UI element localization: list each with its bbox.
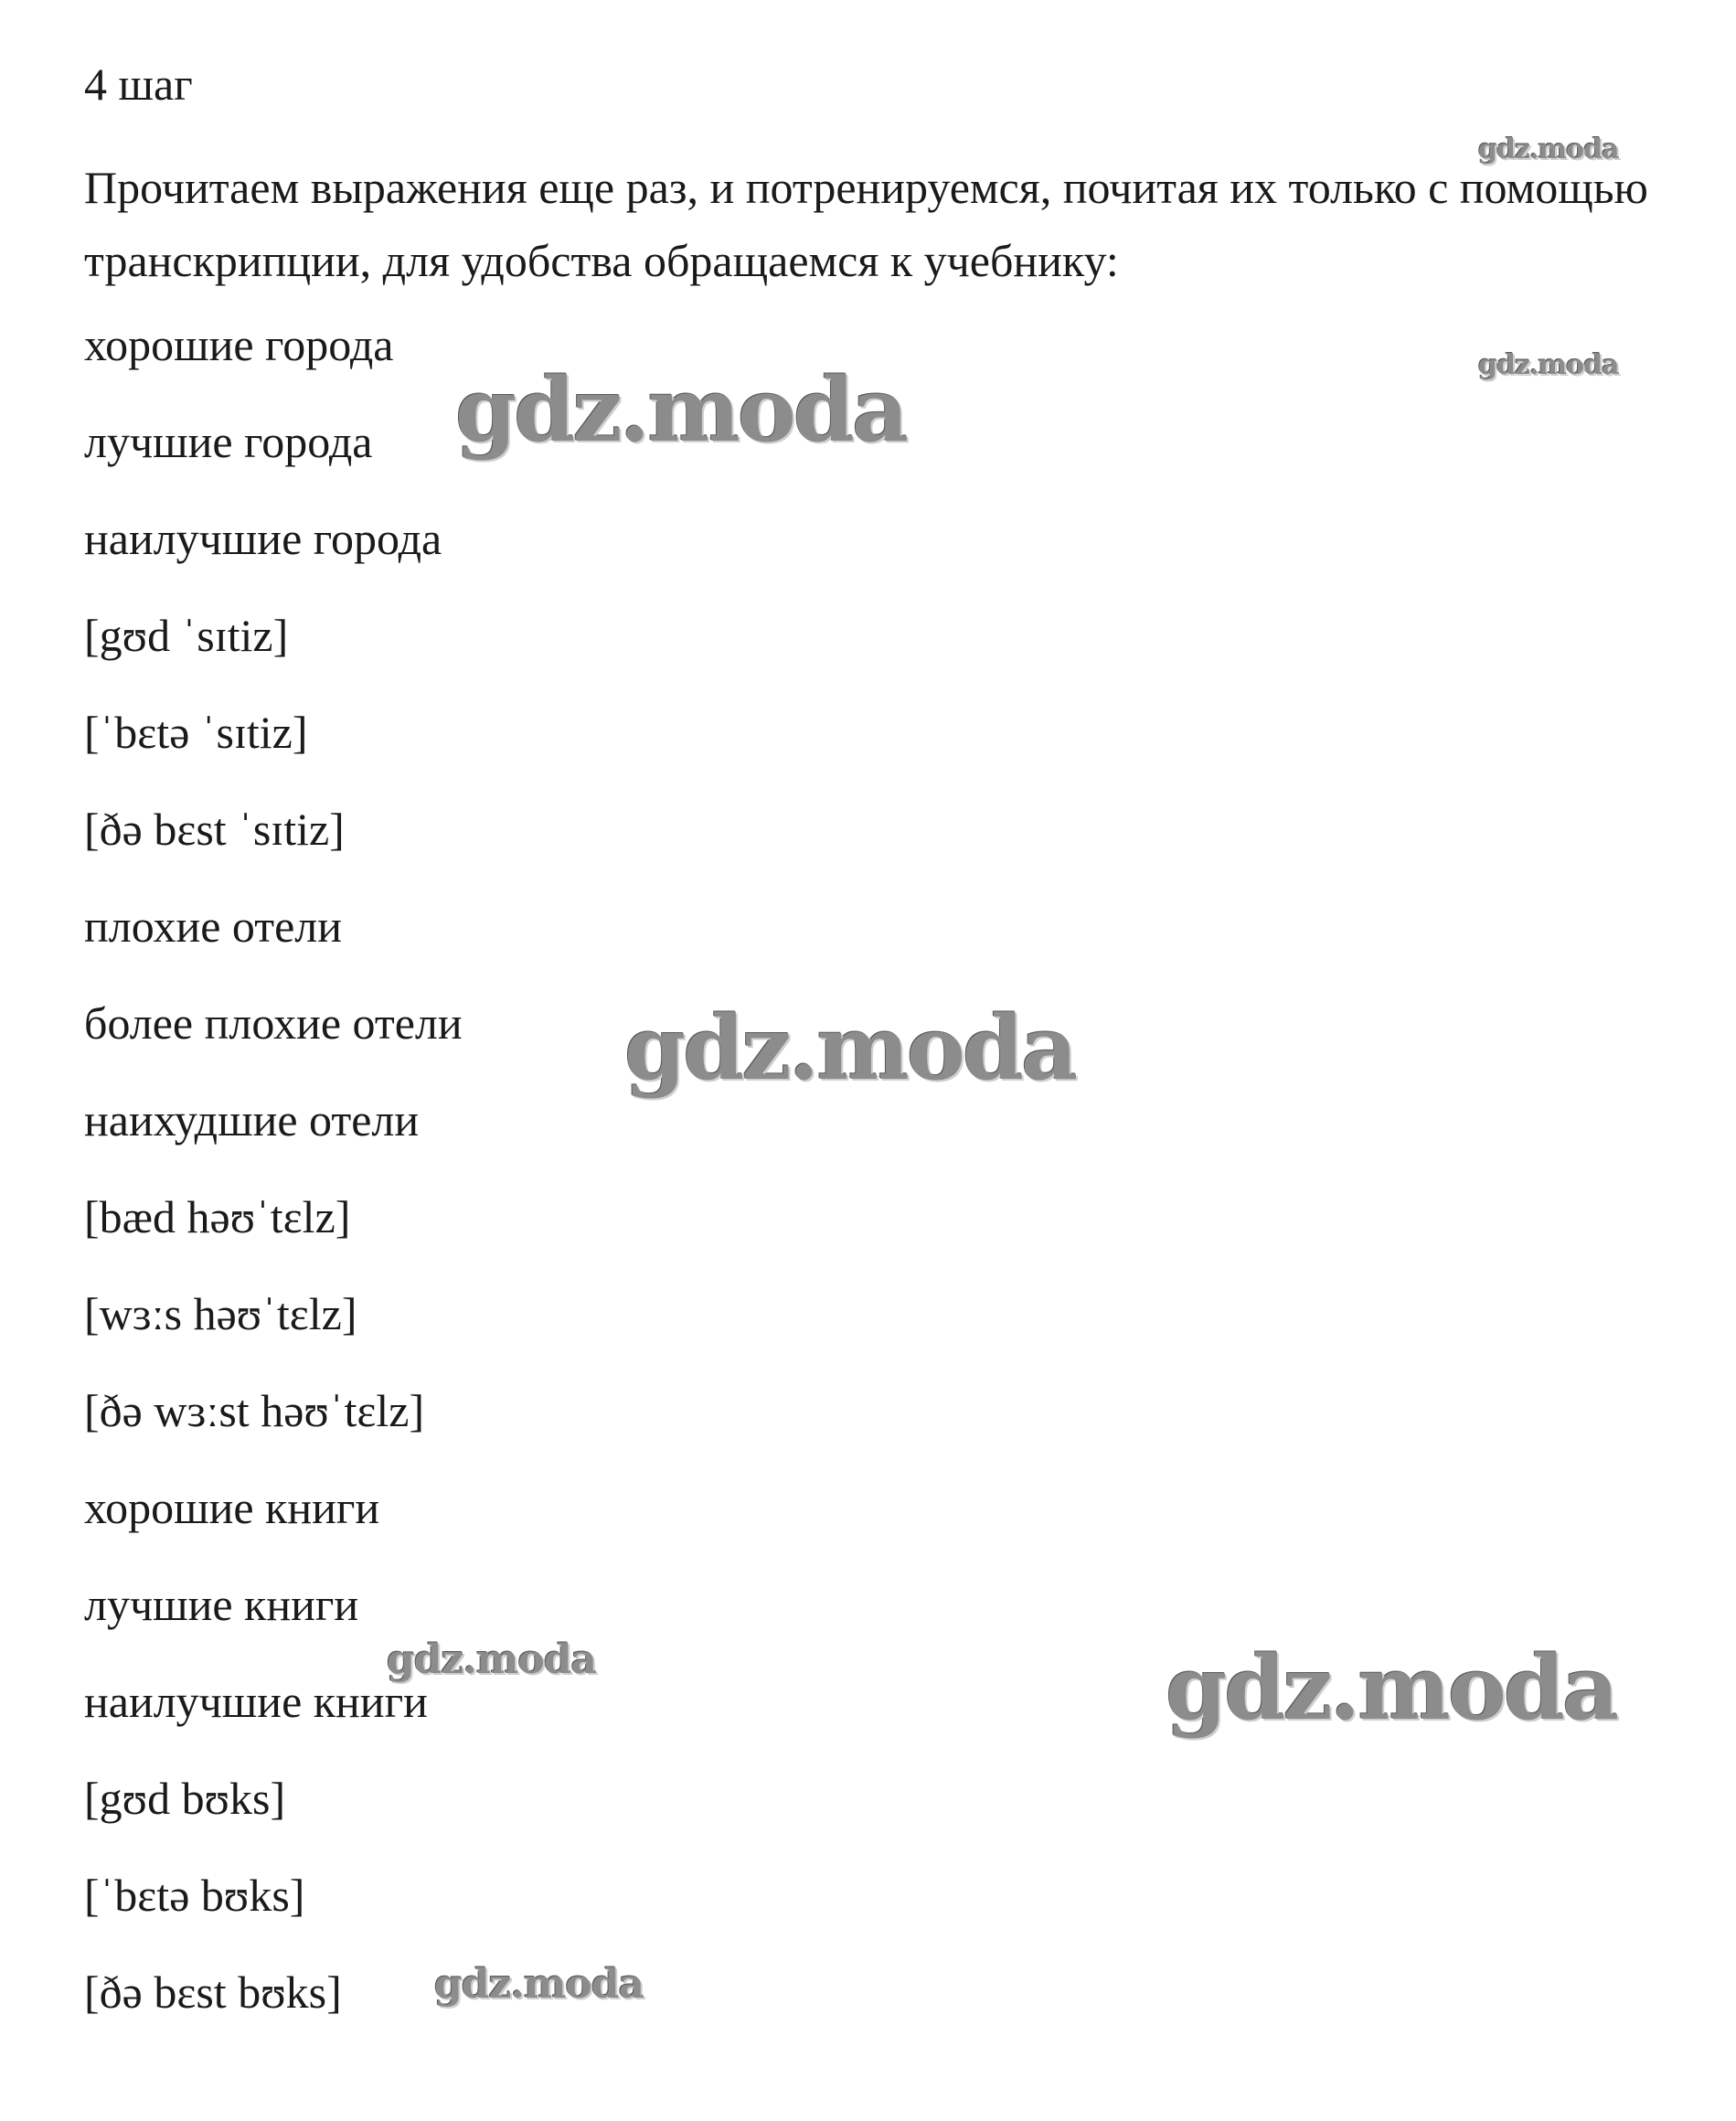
phrase-line: наихудшие отели (84, 1094, 420, 1146)
phrase-list (84, 317, 463, 2062)
transcription-line: [bæd həʊˈtɛlz] (84, 1191, 351, 1242)
transcription-line: [ˈbɛtə ˈsɪtiz] (84, 707, 308, 758)
watermark: gdz.moda (624, 997, 1076, 1100)
step-title: 4 шаг (84, 59, 193, 110)
phrase-line: лучшие города (84, 416, 373, 467)
watermark: gdz.moda (1166, 1636, 1617, 1740)
phrase-line: более плохие отели (84, 997, 463, 1049)
watermark: gdz.moda (434, 1961, 644, 2008)
watermark: gdz.moda (1478, 349, 1619, 381)
transcription-line: [ðə bɛst bʊks] (84, 1966, 342, 2018)
transcription-line: [gʊd bʊks] (84, 1773, 286, 1824)
transcription-line: [ðə wɜːst həʊˈtɛlz] (84, 1385, 425, 1436)
intro-paragraph: Прочитаем выражения еще раз, и потренируемся, почитая их только с помощью транскрипции, для удобства обращаемся к учебнику: (84, 162, 1648, 286)
transcription-line: [ðə bɛst ˈsɪtiz] (84, 804, 345, 855)
transcription-line: [gʊd ˈsɪtiz] (84, 610, 289, 661)
phrase-line: плохие отели (84, 901, 343, 952)
transcription-line: [wɜːs həʊˈtɛlz] (84, 1288, 357, 1339)
phrase-line: наилучшие города (84, 513, 442, 564)
watermark: gdz.moda (1478, 133, 1619, 165)
phrase-line: хорошие города (84, 319, 394, 370)
phrase-line: хорошие книги (84, 1482, 380, 1533)
watermark: gdz.moda (455, 358, 907, 462)
phrase-line: наилучшие книги (84, 1676, 428, 1727)
transcription-line: [ˈbɛtə bʊks] (84, 1870, 305, 1921)
watermark: gdz.moda (387, 1636, 597, 1683)
phrase-line: лучшие книги (84, 1579, 359, 1630)
